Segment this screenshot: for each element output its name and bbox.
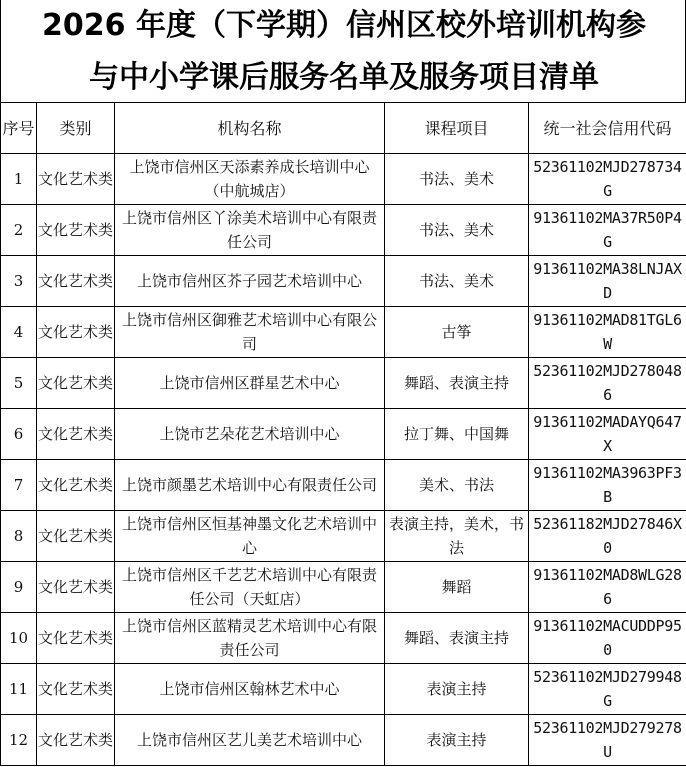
row-org-name: 上饶市信州区群星艺术中心 (115, 358, 385, 409)
title-line-1: 2026 年度（下学期）信州区校外培训机构参 (42, 8, 646, 43)
row-credit-code: 91361102MA38LNJAXD (529, 256, 686, 307)
table-row (1, 307, 686, 358)
column-header-course: 课程项目 (385, 103, 529, 154)
table-row (1, 613, 686, 664)
row-category: 文化艺术类 (37, 154, 115, 205)
row-number: 4 (1, 307, 37, 358)
row-credit-code: 91361102MADAYQ647X (529, 409, 686, 460)
table-row (1, 154, 686, 205)
row-org-name: 上饶市信州区蓝精灵艺术培训中心有限责任公司 (115, 613, 385, 664)
row-course: 表演主持 (385, 664, 529, 715)
table-header-row (1, 103, 686, 154)
title-line-2: 与中小学课后服务名单及服务项目清单 (89, 60, 599, 95)
row-credit-code: 52361102MJD2780486 (529, 358, 686, 409)
row-org-name: 上饶市信州区恒基神墨文化艺术培训中心 (115, 511, 385, 562)
row-category: 文化艺术类 (37, 613, 115, 664)
row-number: 9 (1, 562, 37, 613)
table-row (1, 358, 686, 409)
row-number: 3 (1, 256, 37, 307)
row-course: 书法、美术 (385, 256, 529, 307)
row-number: 1 (1, 154, 37, 205)
row-credit-code: 91361102MA3963PF3B (529, 460, 686, 511)
row-category: 文化艺术类 (37, 205, 115, 256)
row-number: 12 (1, 715, 37, 766)
table-row (1, 409, 686, 460)
table-body (1, 154, 686, 766)
row-org-name: 上饶市信州区芥子园艺术培训中心 (115, 256, 385, 307)
table-row (1, 562, 686, 613)
row-credit-code: 91361102MAD81TGL6W (529, 307, 686, 358)
row-course: 表演主持 (385, 715, 529, 766)
row-category: 文化艺术类 (37, 256, 115, 307)
row-credit-code: 52361102MJD279278U (529, 715, 686, 766)
column-header-num: 序号 (1, 103, 37, 154)
table-row (1, 205, 686, 256)
row-category: 文化艺术类 (37, 664, 115, 715)
table-row (1, 256, 686, 307)
row-category: 文化艺术类 (37, 307, 115, 358)
row-number: 10 (1, 613, 37, 664)
row-course: 表演主持，美术，书法 (385, 511, 529, 562)
row-category: 文化艺术类 (37, 715, 115, 766)
row-credit-code: 91361102MAD8WLG286 (529, 562, 686, 613)
row-org-name: 上饶市艺朵花艺术培训中心 (115, 409, 385, 460)
row-org-name: 上饶市信州区千艺艺术培训中心有限责任公司（天虹店） (115, 562, 385, 613)
row-number: 5 (1, 358, 37, 409)
row-org-name: 上饶市信州区天添素养成长培训中心（中航城店） (115, 154, 385, 205)
row-course: 书法、美术 (385, 154, 529, 205)
row-category: 文化艺术类 (37, 562, 115, 613)
row-category: 文化艺术类 (37, 409, 115, 460)
row-number: 11 (1, 664, 37, 715)
row-course: 拉丁舞、中国舞 (385, 409, 529, 460)
row-credit-code: 52361102MJD279948G (529, 664, 686, 715)
row-course: 美术、书法 (385, 460, 529, 511)
row-course: 古筝 (385, 307, 529, 358)
row-course: 舞蹈 (385, 562, 529, 613)
row-credit-code: 52361102MJD278734G (529, 154, 686, 205)
document-title (0, 0, 686, 102)
row-number: 6 (1, 409, 37, 460)
row-number: 2 (1, 205, 37, 256)
row-org-name: 上饶市信州区翰林艺术中心 (115, 664, 385, 715)
row-credit-code: 52361182MJD27846X0 (529, 511, 686, 562)
row-credit-code: 91361102MA37R50P4G (529, 205, 686, 256)
table-row (1, 511, 686, 562)
institution-table (0, 102, 686, 766)
row-number: 7 (1, 460, 37, 511)
row-course: 舞蹈、表演主持 (385, 613, 529, 664)
row-number: 8 (1, 511, 37, 562)
column-header-credit: 统一社会信用代码 (529, 103, 686, 154)
row-category: 文化艺术类 (37, 460, 115, 511)
row-category: 文化艺术类 (37, 358, 115, 409)
column-header-org: 机构名称 (115, 103, 385, 154)
row-org-name: 上饶市信州区御雅艺术培训中心有限公司 (115, 307, 385, 358)
table-row (1, 460, 686, 511)
row-org-name: 上饶市信州区丫涂美术培训中心有限责任公司 (115, 205, 385, 256)
table-row (1, 664, 686, 715)
row-category: 文化艺术类 (37, 511, 115, 562)
column-header-category: 类别 (37, 103, 115, 154)
row-course: 书法、美术 (385, 205, 529, 256)
row-org-name: 上饶市信州区艺儿美艺术培训中心 (115, 715, 385, 766)
row-org-name: 上饶市颜墨艺术培训中心有限责任公司 (115, 460, 385, 511)
row-course: 舞蹈、表演主持 (385, 358, 529, 409)
row-credit-code: 91361102MACUDDP950 (529, 613, 686, 664)
table-row (1, 715, 686, 766)
